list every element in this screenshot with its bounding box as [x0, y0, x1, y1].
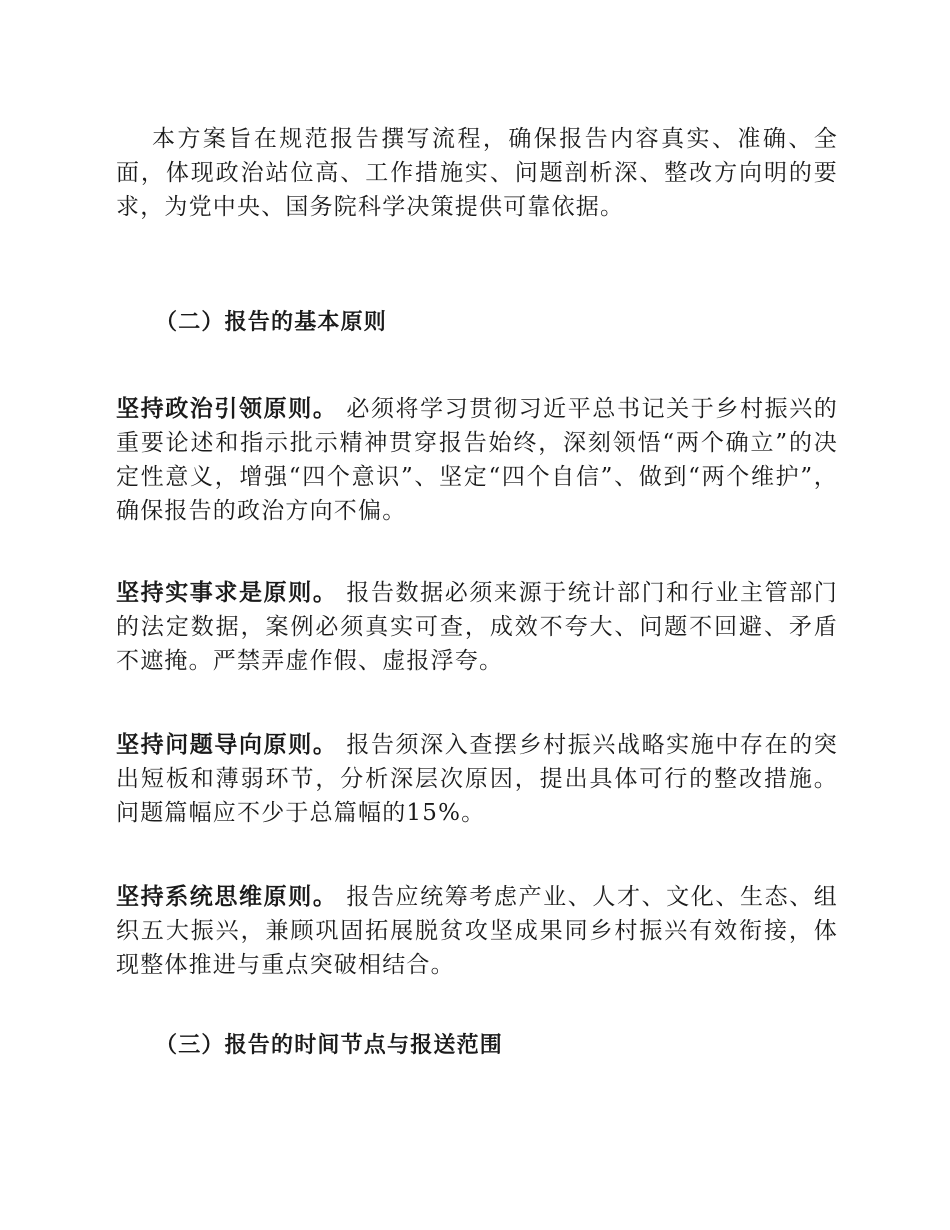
principle-lead: 坚持实事求是原则。: [116, 580, 338, 606]
principle-text: 必须将学习贯彻习近平总书记关于乡村振兴的重要论述和指示批示精神贯穿报告始终，深刻领悟“两个确立”的决定性意义，增强“四个意识”、坚定“四个自信”、做到“两个维护”，确保报告的政治方向不偏。: [116, 396, 838, 524]
principle-text: 报告须深入查摆乡村振兴战略实施中存在的突出短板和薄弱环节，分析深层次原因，提出具体可行的整改措施。问题篇幅应不少于总篇幅的15%。: [116, 732, 838, 826]
section-heading-timeline-scope: （三）报告的时间节点与报送范围: [155, 1033, 504, 1058]
principle-paragraph-system: [116, 880, 838, 982]
principle-lead: 坚持问题导向原则。: [116, 732, 338, 758]
principle-paragraph-fact: [116, 576, 838, 678]
principle-lead: 坚持系统思维原则。: [116, 884, 338, 910]
intro-paragraph: 本方案旨在规范报告撰写流程，确保报告内容真实、准确、全面，体现政治站位高、工作措施实、问题剖析深、整改方向明的要求，为党中央、国务院科学决策提供可靠依据。: [116, 126, 838, 220]
principle-paragraph-political: [116, 392, 838, 528]
principle-text: 报告应统筹考虑产业、人才、文化、生态、组织五大振兴，兼顾巩固拓展脱贫攻坚成果同乡村振兴有效衔接，体现整体推进与重点突破相结合。: [116, 884, 838, 978]
principle-paragraph-problem: [116, 728, 838, 830]
principle-lead: 坚持政治引领原则。: [116, 396, 338, 422]
section-heading-basic-principles: （二）报告的基本原则: [155, 310, 388, 335]
principle-text: 报告数据必须来源于统计部门和行业主管部门的法定数据，案例必须真实可查，成效不夸大、问题不回避、矛盾不遮掩。严禁弄虚作假、虚报浮夸。: [116, 580, 838, 674]
